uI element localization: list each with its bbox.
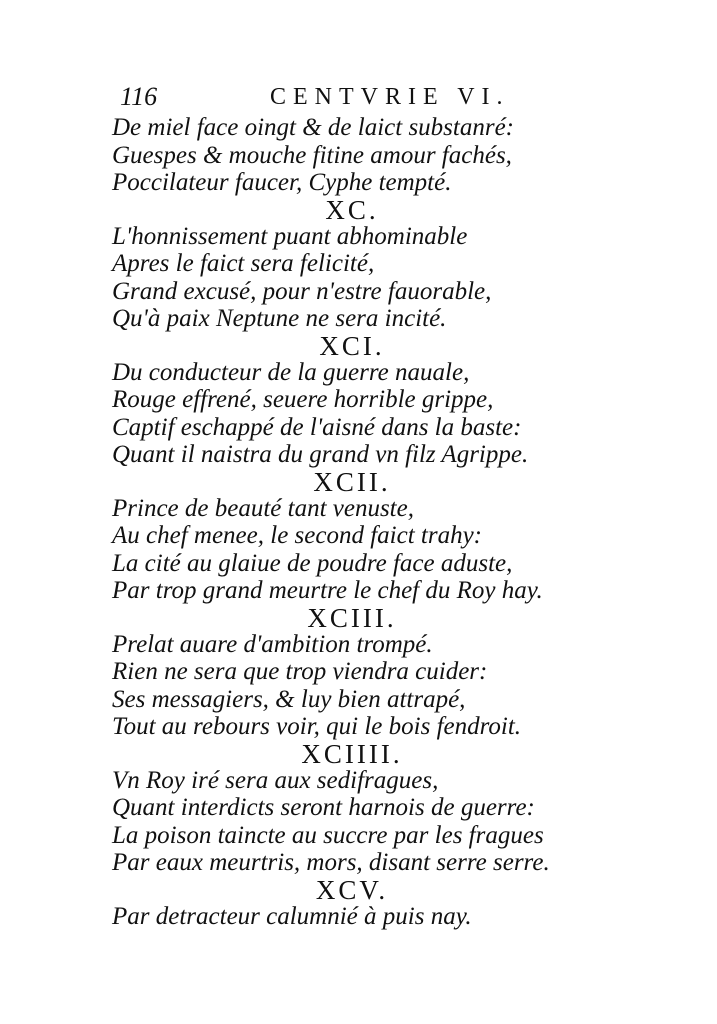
verse-line: La poison taincte au succre par les fragues xyxy=(112,821,544,849)
running-head: CENTVRIE VI. xyxy=(270,84,510,110)
page-number: 116 xyxy=(120,82,158,111)
verse-line: Tout au rebours voir, qui le bois fendroit. xyxy=(112,713,522,740)
verse-line: Quant il naistra du grand vn filz Agrippe. xyxy=(112,441,529,468)
verse-line: Captif eschappé de l'aisné dans la baste: xyxy=(112,413,522,441)
verse-line: Rouge effrené, seuere horrible grippe, xyxy=(112,386,494,413)
verse-line: Prelat auare d'ambition trompé. xyxy=(112,630,433,658)
quatrain-xcii xyxy=(112,466,612,605)
verse-line: Quant interdicts seront harnois de guerre: xyxy=(112,794,535,821)
verse-line: Par trop grand meurtre le chef du Roy hay. xyxy=(112,577,543,604)
verse-line: Vn Roy iré sera aux sedifragues, xyxy=(112,766,439,794)
verse-line: De miel face oingt & de laict substanré: xyxy=(112,114,515,141)
quatrain-xc xyxy=(112,194,612,333)
verse-line: La cité au glaiue de poudre face aduste, xyxy=(112,549,513,577)
quatrain-continued xyxy=(112,114,612,197)
quatrain-heading: XCIIII. xyxy=(301,738,403,769)
verse-line: Prince de beauté tant venuste, xyxy=(112,494,414,522)
quatrain-xci xyxy=(112,330,612,469)
quatrain-heading: XCV. xyxy=(315,874,389,905)
quatrain-xciiii xyxy=(112,738,612,877)
verse-line: Au chef menee, le second faict trahy: xyxy=(112,522,482,549)
verse-line: Qu'à paix Neptune ne sera incité. xyxy=(112,305,447,332)
quatrain-heading: XCI. xyxy=(319,330,385,361)
verse-line: Rien ne sera que trop viendra cuider: xyxy=(112,658,488,685)
verse-line: Guespes & mouche fitine amour fachés, xyxy=(112,141,512,169)
quatrain-xcv xyxy=(112,874,612,931)
quatrain-xciii xyxy=(112,602,612,741)
verse-line: Apres le faict sera felicité, xyxy=(112,250,375,277)
quatrain-heading: XCII. xyxy=(313,466,391,497)
verse-line: Poccilateur faucer, Cyphe tempté. xyxy=(112,169,452,196)
page-header xyxy=(120,82,560,112)
verse-line: L'honnissement puant abhominable xyxy=(112,222,468,250)
verse-line: Ses messagiers, & luy bien attrapé, xyxy=(112,685,466,713)
verse-line: Du conducteur de la guerre nauale, xyxy=(112,358,470,386)
quatrain-heading: XCIII. xyxy=(307,602,397,633)
text-body xyxy=(112,114,612,930)
verse-line: Par detracteur calumnié à puis nay. xyxy=(112,902,472,930)
quatrain-heading: XC. xyxy=(325,194,379,225)
verse-line: Grand excusé, pour n'estre fauorable, xyxy=(112,277,492,305)
verse-line: Par eaux meurtris, mors, disant serre serre. xyxy=(112,849,550,876)
